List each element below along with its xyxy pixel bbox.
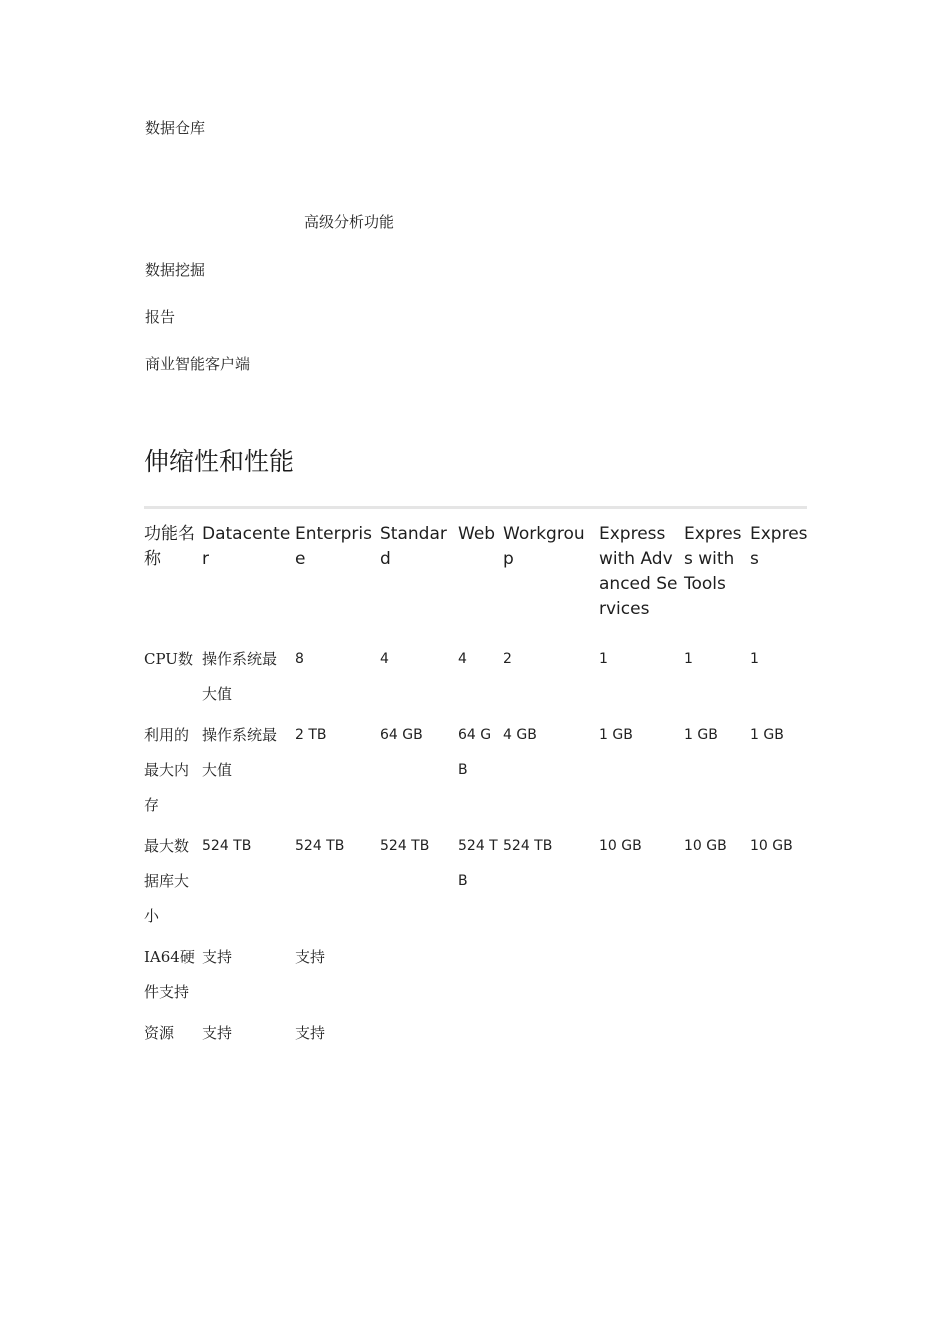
- table-cell: [499, 940, 595, 1016]
- section-title: 伸缩性和性能: [144, 447, 295, 476]
- table-cell: 4: [458, 651, 467, 667]
- table-cell: [454, 940, 499, 1016]
- table-header-cell: Express with Tools: [684, 524, 742, 594]
- table-row: [140, 642, 810, 718]
- bi-clients-label: 商业智能客户端: [145, 355, 251, 373]
- table-cell: 10 GB: [684, 838, 727, 854]
- table-header-cell: Datacenter: [202, 524, 291, 569]
- table-cell: [376, 940, 454, 1016]
- table-cell: [680, 1016, 746, 1057]
- table-cell: 10 GB: [599, 838, 642, 854]
- table-cell: 2: [503, 651, 512, 667]
- table-cell: 支持: [295, 948, 326, 966]
- section-divider: [144, 506, 807, 509]
- table-header-row: [140, 522, 810, 642]
- table-cell: [595, 1016, 680, 1057]
- table-header-cell: Express with Advanced Services: [599, 524, 678, 619]
- table-cell: 最大数据库大小: [144, 837, 190, 925]
- table-cell: 利用的最大内存: [144, 726, 190, 814]
- table-cell: 支持: [202, 1024, 233, 1042]
- table-cell: 8: [295, 651, 304, 667]
- table-cell: [746, 1016, 810, 1057]
- table-cell: IA64硬件支持: [144, 948, 195, 1001]
- reporting-label: 报告: [145, 308, 176, 326]
- table-cell: 1: [684, 651, 693, 667]
- table-cell: 4: [380, 651, 389, 667]
- table-header-cell: Express: [750, 524, 808, 569]
- table-cell: 1: [599, 651, 608, 667]
- data-warehouse-label: 数据仓库: [145, 119, 206, 137]
- table-cell: 1 GB: [684, 727, 718, 743]
- table-row: [140, 718, 810, 829]
- table-row: [140, 1016, 810, 1057]
- table-cell: 10 GB: [750, 838, 793, 854]
- table-cell: 524 TB: [295, 838, 345, 854]
- table-cell: 2 TB: [295, 727, 327, 743]
- table-header-cell: Workgroup: [503, 524, 585, 569]
- table-cell: 支持: [202, 948, 233, 966]
- table-cell: 1 GB: [750, 727, 784, 743]
- table-cell: CPU数: [144, 650, 193, 668]
- table-cell: [454, 1016, 499, 1057]
- table-header-cell: Web: [458, 524, 496, 544]
- table-cell: 64 GB: [458, 727, 492, 778]
- table-cell: [376, 1016, 454, 1057]
- table-cell: 1: [750, 651, 759, 667]
- table-cell: 资源: [144, 1024, 175, 1042]
- table-row: [140, 829, 810, 940]
- table-cell: 524 TB: [458, 838, 498, 889]
- data-mining-label: 数据挖掘: [145, 261, 206, 279]
- table-cell: 1 GB: [599, 727, 633, 743]
- table-cell: [499, 1016, 595, 1057]
- table-header-cell: Standard: [380, 524, 447, 569]
- table-cell: 64 GB: [380, 727, 423, 743]
- table-cell: 524 TB: [380, 838, 430, 854]
- table-cell: 524 TB: [202, 838, 252, 854]
- table-cell: 4 GB: [503, 727, 537, 743]
- table-cell: 操作系统最大值: [202, 726, 278, 779]
- table-header-cell: Enterprise: [295, 524, 372, 569]
- table-cell: [680, 940, 746, 1016]
- table-cell: 操作系统最大值: [202, 650, 278, 703]
- table-row: [140, 940, 810, 1016]
- table-cell: 支持: [295, 1024, 326, 1042]
- table-cell: 524 TB: [503, 838, 553, 854]
- feature-table: [140, 522, 810, 1057]
- table-header-cell: 功能名称: [144, 524, 195, 569]
- table-cell: [746, 940, 810, 1016]
- table-cell: [595, 940, 680, 1016]
- advanced-analytics-label: 高级分析功能: [304, 213, 395, 231]
